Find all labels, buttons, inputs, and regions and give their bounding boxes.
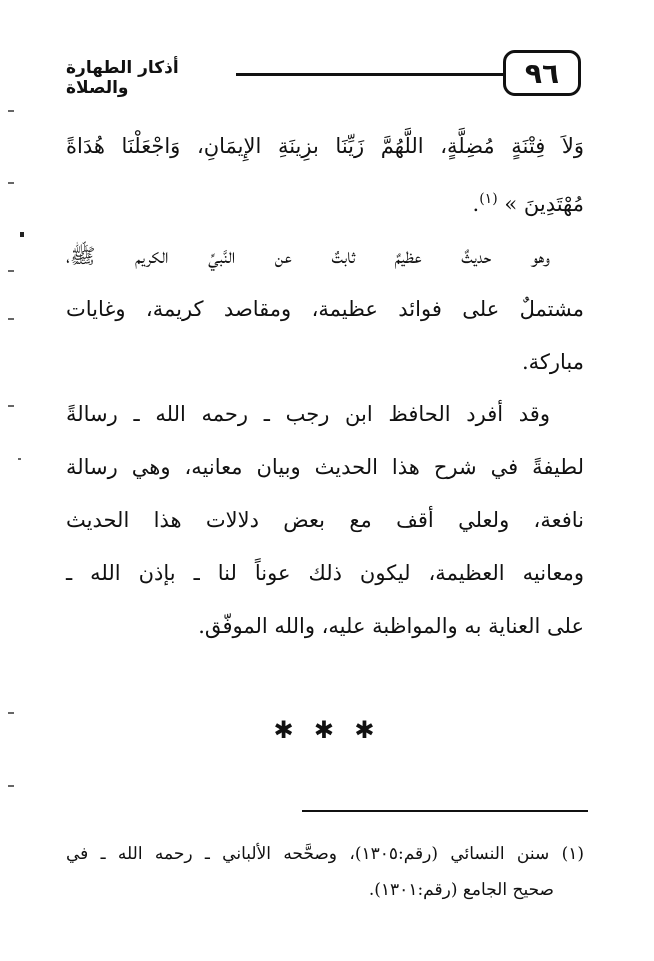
paragraph-1 <box>66 120 584 231</box>
paragraph-1-line-2-text: مُهْتَدِينَ » <box>497 192 584 216</box>
page-number <box>503 50 581 96</box>
margin-speck <box>20 232 24 237</box>
footnote-rule <box>302 810 588 812</box>
paragraph-3 <box>66 388 584 653</box>
paragraph-2-line-3: مباركة. <box>521 350 584 374</box>
paragraph-3-line-1: وقد أفرد الحافظ ابن رجب ـ رحمه الله ـ رسالةً <box>66 402 550 426</box>
section-separator: ✱ ✱ ✱ <box>273 716 381 744</box>
paragraph-3-line-3: نافعة، ولعلي أقف مع بعض دلالات هذا الحديث <box>66 508 584 532</box>
footnote-line-2: صحيح الجامع (رقم:١٣٠١). <box>368 880 554 900</box>
margin-speck <box>8 785 14 787</box>
paragraph-2-line-2: مشتملٌ على فوائد عظيمة، ومقاصد كريمة، وغايات <box>66 297 584 321</box>
footnote-line-1: (١) سنن النسائي (رقم:١٣٠٥)، وصحَّحه الألباني ـ رحمه الله ـ في <box>66 844 584 864</box>
margin-speck <box>8 318 14 320</box>
paragraph-3-line-2: لطيفةً في شرح هذا الحديث وبيان معانيه، وهي رسالة <box>66 455 584 479</box>
running-title: أذكار الطهارة والصلاة <box>66 58 179 98</box>
margin-speck <box>8 712 14 714</box>
paragraph-3-line-5: على العناية به والمواظبة عليه، والله الموفّق. <box>198 614 584 638</box>
margin-speck <box>18 458 21 460</box>
paragraph-3-line-4: ومعانيه العظيمة، ليكون ذلك عوناً لنا ـ بإذن الله ـ <box>66 561 584 585</box>
paragraph-2-line-1: وهو حديثٌ عظيمٌ ثابتٌ عن النَّبيِّ الكريم ﷺ، <box>66 244 550 268</box>
paragraph-1-line-1: وَلاَ فِتْنَةٍ مُضِلَّةٍ، اللَّهُمَّ زَيِّنَا بزِينَةِ الإِيمَانِ، وَاجْعَلْنَا هُدَاةً <box>66 134 584 158</box>
paragraph-2 <box>66 230 584 389</box>
header-rule <box>236 73 504 76</box>
margin-speck <box>8 405 14 407</box>
paragraph-1-line-2 <box>66 173 584 231</box>
footnote-marker: (١) <box>479 191 498 207</box>
margin-speck <box>8 110 14 112</box>
margin-speck <box>8 270 14 272</box>
footnote <box>66 836 584 908</box>
paragraph-1-line-2-end: . <box>472 192 480 216</box>
page-number-text: ٩٦ <box>524 56 560 90</box>
margin-speck <box>8 182 14 184</box>
